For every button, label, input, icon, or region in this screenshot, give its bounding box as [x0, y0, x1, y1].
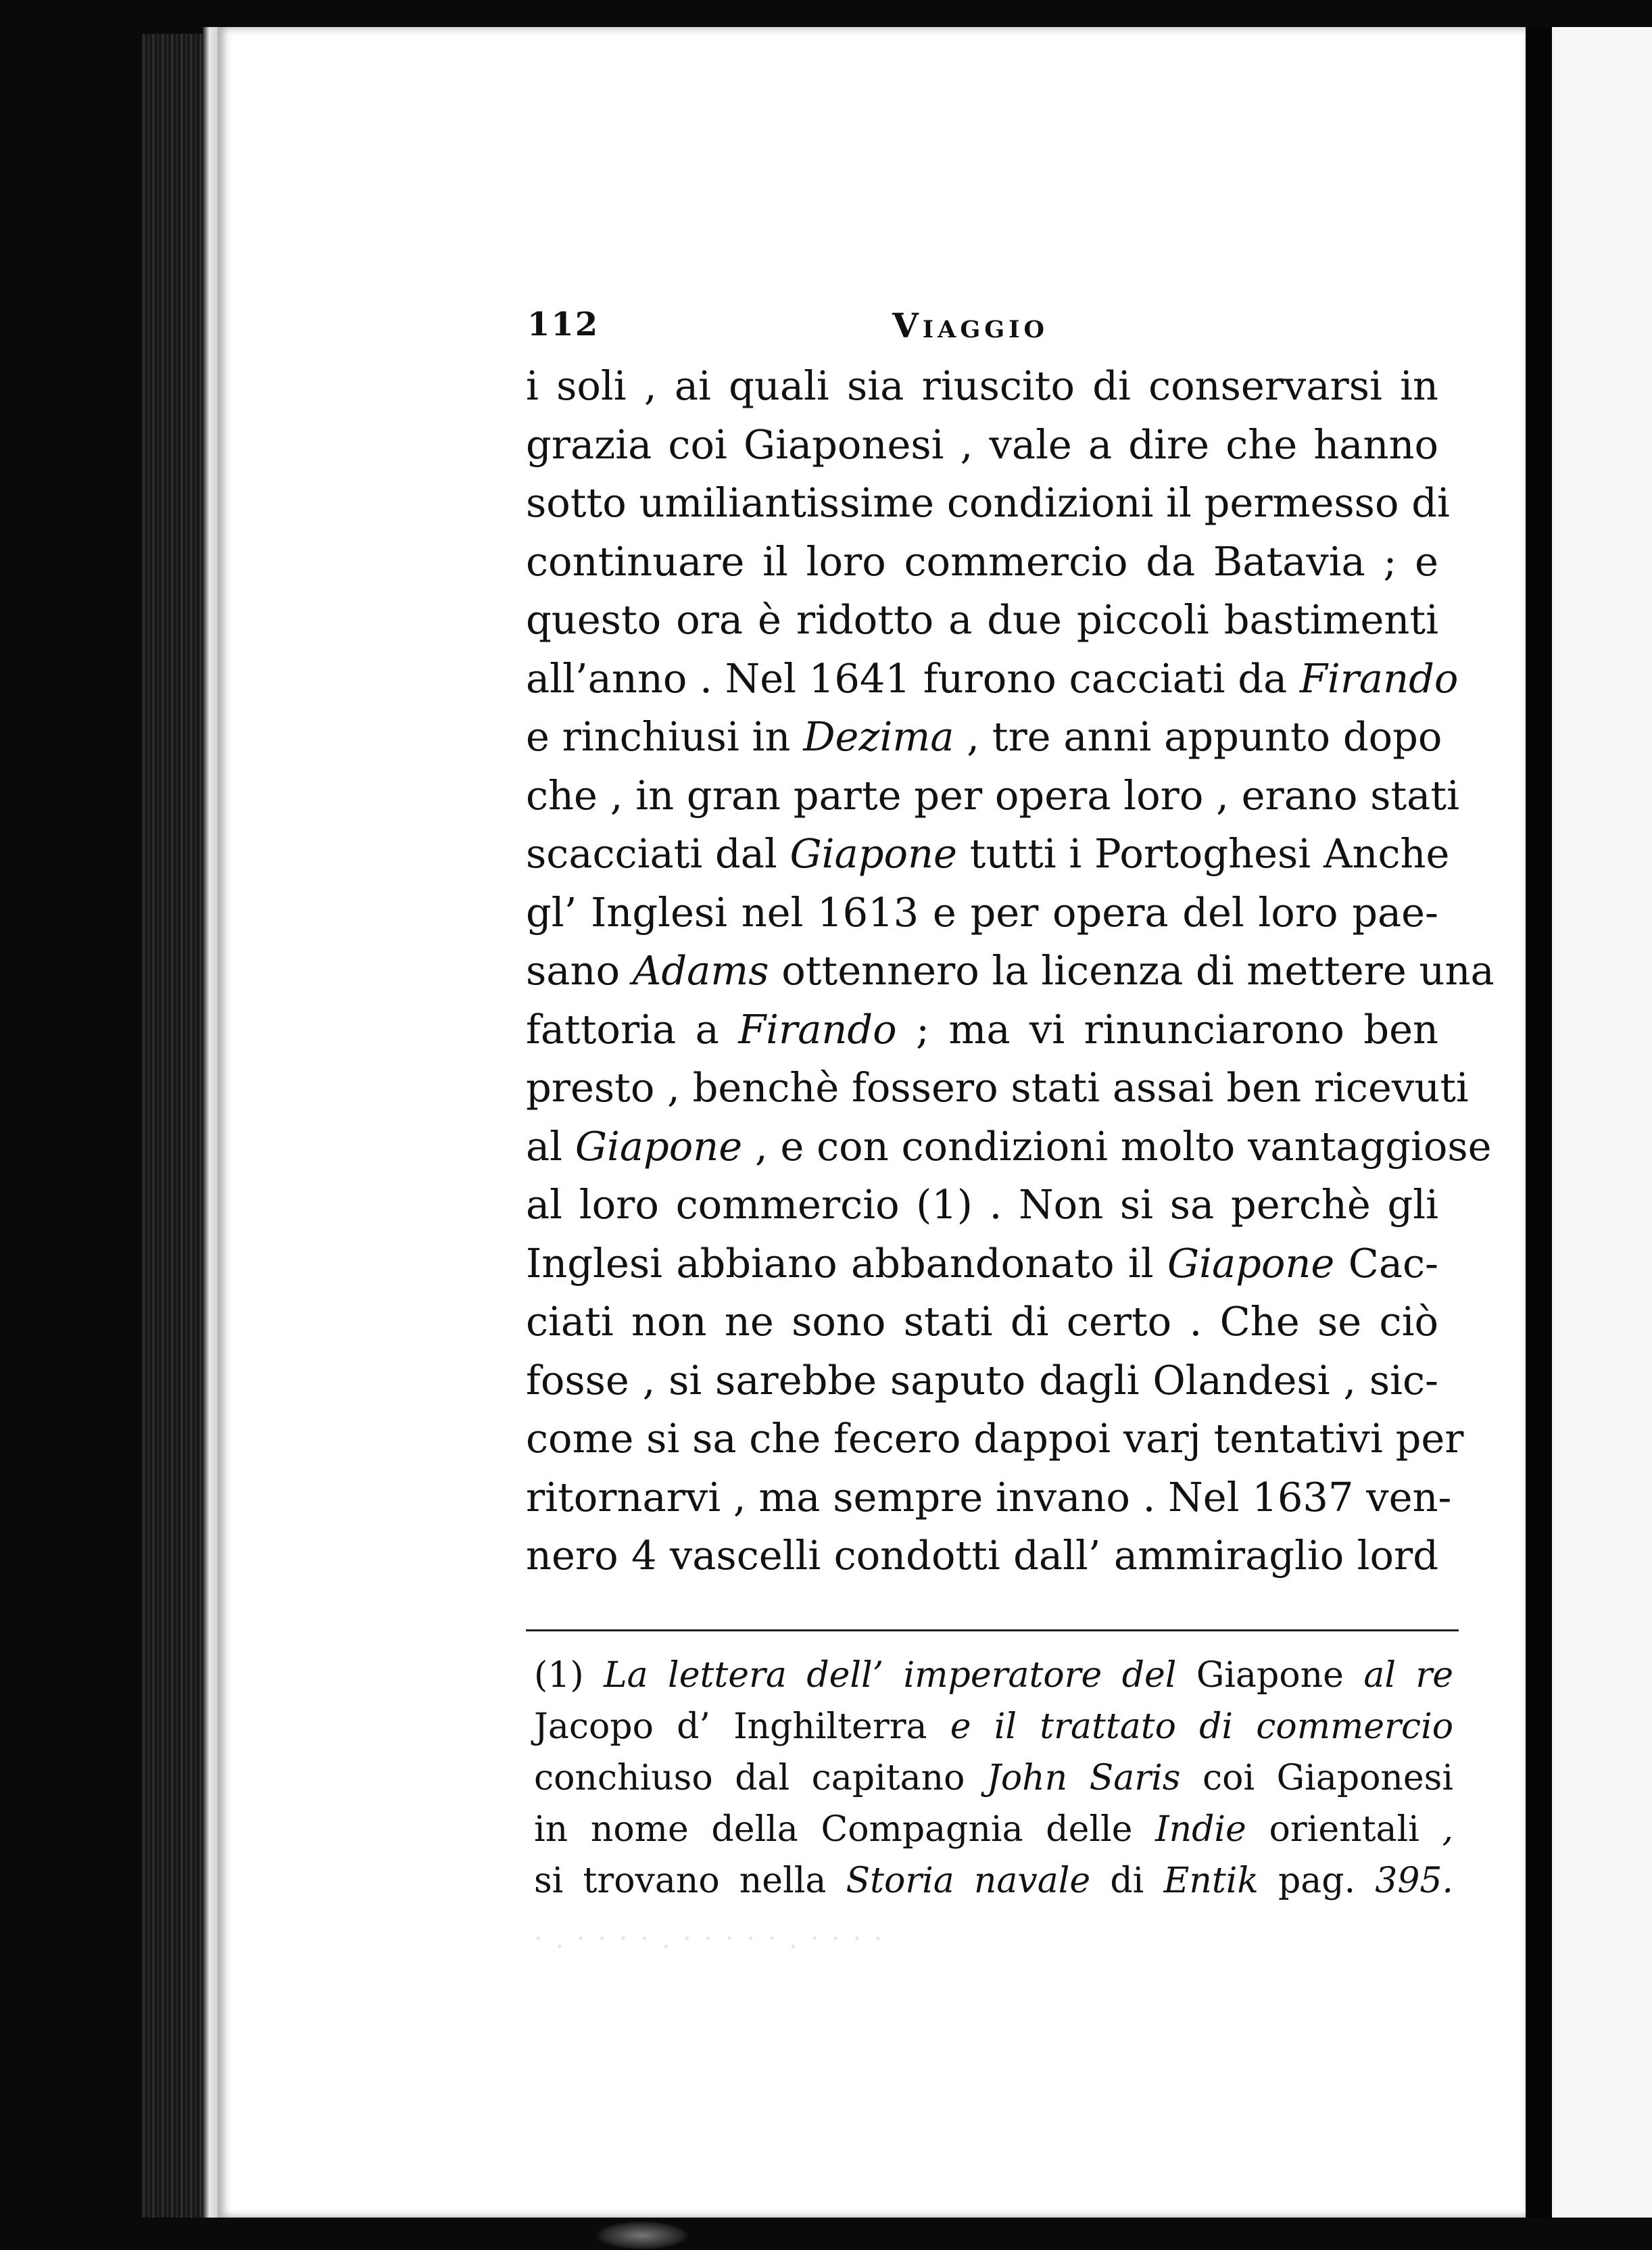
bleed-through-text: · . · · · · . · · · · · . · · · · [534, 1923, 885, 1955]
text-segment: sano [526, 947, 633, 994]
text-segment: questo ora è ridotto a due piccoli bastimenti [526, 596, 1438, 643]
page-edge [203, 27, 219, 2218]
text-segment: Inglesi abbiano abbandonato il [526, 1239, 1167, 1287]
text-segment: all’anno . Nel 1641 furono cacciati da [526, 654, 1300, 702]
body-line [526, 708, 1442, 767]
text-segment: tutti i Portoghesi Anche [956, 830, 1450, 877]
body-text [526, 357, 1495, 1585]
italic-segment: al re [1363, 1655, 1454, 1696]
text-segment: fosse , si sarebbe saputo dagli Olandesi , sic- [526, 1356, 1438, 1404]
page-header [527, 306, 1433, 353]
italic-segment: Firando [738, 1005, 897, 1053]
italic-segment: Giapone [1167, 1239, 1335, 1287]
text-segment: ; ma vi rinunciarono ben [896, 1005, 1439, 1053]
italic-segment: Indie [1132, 1809, 1269, 1850]
italic-segment: Dezima [803, 713, 954, 760]
body-line [526, 1176, 1438, 1235]
body-line [526, 650, 1459, 709]
body-line [526, 942, 1495, 1001]
footnote-line [534, 1855, 1453, 1907]
body-line [526, 1001, 1438, 1059]
text-segment: di [1110, 1861, 1144, 1901]
text-segment: fattoria a [526, 1005, 739, 1053]
body-line [526, 416, 1438, 475]
footnote-line [534, 1650, 1453, 1701]
facing-page-edge [1552, 27, 1652, 2218]
body-line [526, 1235, 1438, 1293]
page-stain [595, 2221, 689, 2250]
body-line [526, 1527, 1438, 1585]
text-segment: scacciati dal [526, 830, 790, 877]
italic-segment: Storia navale [826, 1861, 1111, 1901]
text-segment: al [526, 1122, 575, 1170]
text-segment: nero 4 vascelli condotti dall’ ammiraglio lord [526, 1532, 1438, 1579]
text-segment: continuare il loro commercio da Batavia ; e [526, 537, 1438, 585]
footnote-line [534, 1804, 1453, 1855]
text-segment: conchiuso dal capitano [534, 1758, 965, 1798]
text-segment: coi Giaponesi [1202, 1758, 1453, 1798]
body-line [526, 884, 1438, 942]
text-segment: ritornarvi , ma sempre invano . Nel 1637 ven- [526, 1473, 1452, 1521]
italic-segment: La lettera dell’ imperatore del [604, 1655, 1177, 1696]
text-segment: che , in gran parte per opera loro , erano stati [526, 771, 1459, 819]
body-line [526, 474, 1450, 533]
page-number: 112 [527, 306, 600, 343]
italic-segment: Giapone [575, 1122, 743, 1170]
body-line [526, 1351, 1438, 1410]
text-segment: ciati non ne sono stati di certo . Che se ciò [526, 1298, 1438, 1345]
text-segment: gl’ Inglesi nel 1613 e per opera del loro pae- [526, 888, 1438, 936]
body-line [526, 1118, 1492, 1176]
text-segment: , tre anni appunto dopo [954, 713, 1442, 760]
running-title: Viaggio [892, 306, 1048, 345]
text-segment: orientali [1269, 1809, 1419, 1850]
text-segment: pag. [1278, 1861, 1356, 1901]
footnote-line [534, 1701, 1453, 1752]
text-segment: sotto umiliantissime condizioni il permesso di [526, 479, 1450, 526]
italic-segment: Firando [1299, 654, 1459, 702]
text-segment: si trovano nella [534, 1861, 827, 1901]
footnote-rule [526, 1629, 1459, 1631]
italic-segment: Giapone [789, 830, 957, 877]
text-segment: e rinchiusi in [526, 713, 804, 760]
text-segment: Jacopo d’ Inghilterra [534, 1706, 950, 1747]
footnote [534, 1650, 1453, 1907]
italic-segment: 395. [1355, 1861, 1454, 1901]
italic-segment: , [1419, 1809, 1454, 1850]
body-line [526, 591, 1438, 650]
text-segment: presto , benchè fossero stati assai ben ricevuti [526, 1064, 1469, 1111]
body-line [526, 825, 1450, 884]
text-segment: grazia coi Giaponesi , vale a dire che hanno [526, 421, 1438, 468]
body-line [526, 1059, 1469, 1118]
footnote-line [534, 1752, 1453, 1804]
text-segment: in nome della Compagnia delle [534, 1809, 1133, 1850]
body-line [526, 533, 1438, 592]
italic-segment: John Saris [965, 1758, 1203, 1798]
text-segment: come si sa che fecero dappoi varj tentativi per [526, 1415, 1464, 1462]
body-line [526, 767, 1459, 825]
body-line [526, 1468, 1452, 1527]
text-segment: i soli , ai quali sia riuscito di conservarsi in [526, 362, 1438, 409]
italic-segment: Entik [1144, 1861, 1278, 1901]
body-line [526, 357, 1438, 416]
text-segment: ottennero la licenza di mettere una [769, 947, 1495, 994]
text-segment: Giapone [1176, 1655, 1364, 1696]
text-segment: , e con condizioni molto vantaggiose [742, 1122, 1492, 1170]
text-segment: al loro commercio (1) . Non si sa perchè gli [526, 1181, 1438, 1228]
text-segment: (1) [534, 1655, 604, 1696]
page-gutter [1526, 27, 1552, 2218]
italic-segment: Adams [632, 947, 769, 994]
text-segment: Cac- [1334, 1239, 1438, 1287]
italic-segment: e il trattato di commercio [950, 1706, 1453, 1747]
body-line [526, 1293, 1438, 1351]
body-line [526, 1410, 1464, 1468]
